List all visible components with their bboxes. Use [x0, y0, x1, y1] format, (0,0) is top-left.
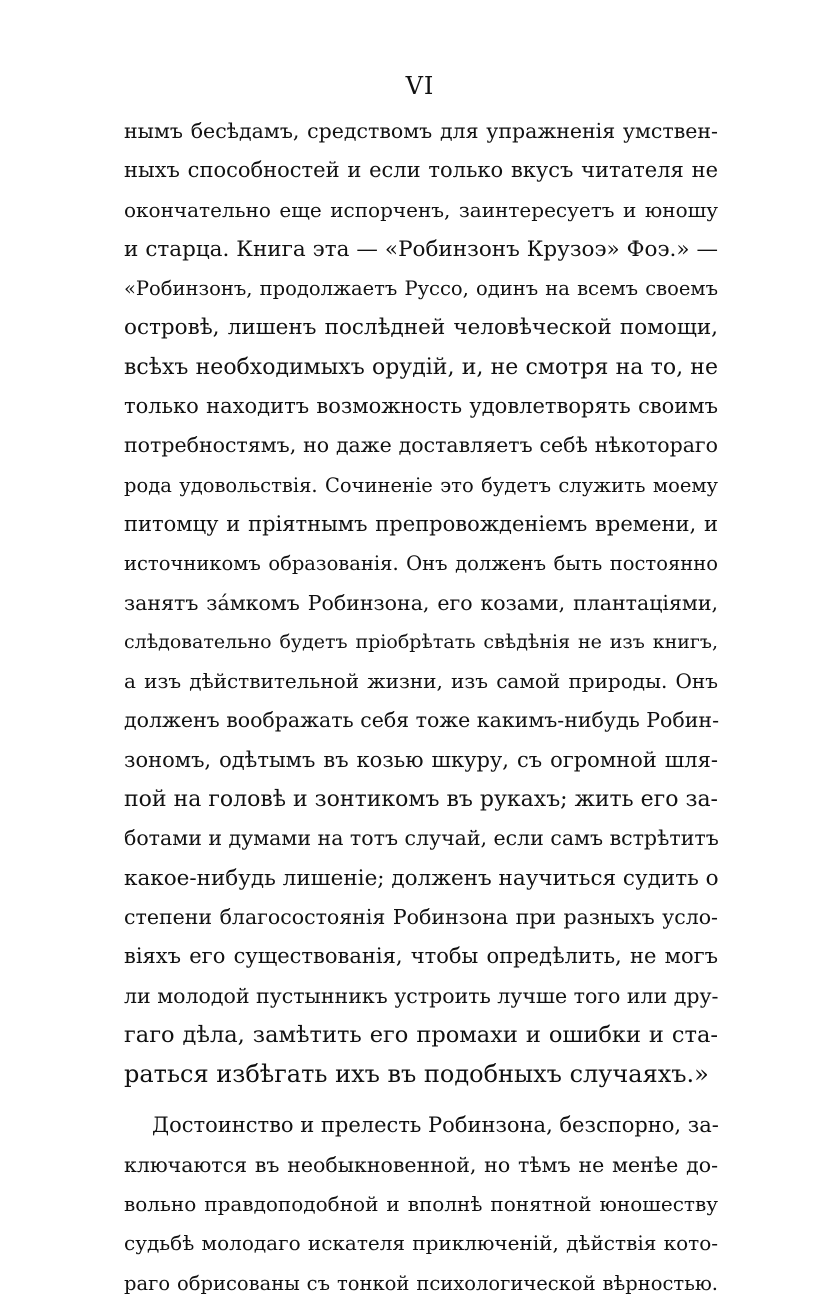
text-line: окончательно еще испорченъ, заинтересуетъ и юношу	[124, 197, 718, 222]
body-text	[124, 112, 718, 1303]
text-line: потребностямъ, но даже доставляетъ себѣ нѣкотораго	[124, 433, 718, 458]
text-line: питомцу и пріятнымъ препровожденіемъ времени, и	[124, 511, 718, 536]
text-line: зономъ, одѣтымъ въ козью шкуру, съ огромной шля-	[124, 747, 718, 772]
text-line: степени благосостоянія Робинзона при разныхъ усло-	[124, 904, 718, 929]
text-line: ботами и думами на тотъ случай, если самъ встрѣтитъ	[124, 826, 719, 851]
text-line: источникомъ образованія. Онъ долженъ быть постоянно	[124, 552, 718, 576]
paragraph-gap	[124, 1094, 718, 1106]
text-line: занятъ зáмкомъ Робинзона, его козами, плантаціями,	[124, 590, 718, 615]
text-line: какое-нибудь лишеніе; долженъ научиться судить о	[124, 865, 719, 891]
page-number: VI	[405, 72, 435, 100]
text-line: гаго дѣла, замѣтить его промахи и ошибки и ста-	[124, 1021, 718, 1048]
text-line: островѣ, лишенъ послѣдней человѣческой помощи,	[124, 315, 718, 341]
text-line: и старца. Книга эта — «Робинзонъ Крузоэ» Фоэ.» —	[124, 236, 718, 262]
text-line: ключаются въ необыкновенной, но тѣмъ не менѣе до-	[124, 1152, 718, 1177]
text-line: раться избѣгать ихъ въ подобныхъ случаяхъ.»	[124, 1060, 709, 1089]
text-line: ныхъ способностей и если только вкусъ читателя не	[124, 158, 718, 183]
paragraph-2	[124, 1106, 718, 1302]
paragraph-1	[124, 112, 718, 1094]
text-line: судьбѣ молодаго искателя приключеній, дѣйствія кото-	[124, 1231, 718, 1256]
text-line: «Робинзонъ, продолжаетъ Руссо, одинъ на всемъ своемъ	[124, 277, 718, 301]
text-line: Достоинство и прелесть Робинзона, безспорно, за-	[152, 1113, 719, 1138]
text-line: раго обрисованы съ тонкой психологической вѣрностью.	[124, 1271, 718, 1295]
text-line: нымъ бесѣдамъ, средствомъ для упражненія умствен-	[124, 119, 718, 143]
text-line: долженъ воображать себя тоже какимъ-нибудь Робин-	[124, 708, 719, 733]
text-line: рода удовольствія. Сочиненіе это будетъ служить моему	[124, 473, 718, 497]
text-line: ли молодой пустынникъ устроить лучше того или дру-	[124, 983, 719, 1008]
text-line: только находитъ возможность удовлетворять своимъ	[124, 394, 718, 419]
text-line: віяхъ его существованія, чтобы опредѣлить, не могъ	[124, 944, 718, 969]
text-line: всѣхъ необходимыхъ орудій, и, не смотря на то, не	[124, 354, 718, 380]
text-line: вольно правдоподобной и вполнѣ понятной юношеству	[124, 1192, 718, 1217]
text-line: а изъ дѣйствительной жизни, изъ самой природы. Онъ	[124, 669, 718, 694]
text-line: пой на головѣ и зонтикомъ въ рукахъ; жить его за-	[124, 787, 718, 813]
text-line: слѣдовательно будетъ пріобрѣтать свѣдѣнія не изъ книгъ,	[124, 630, 718, 653]
